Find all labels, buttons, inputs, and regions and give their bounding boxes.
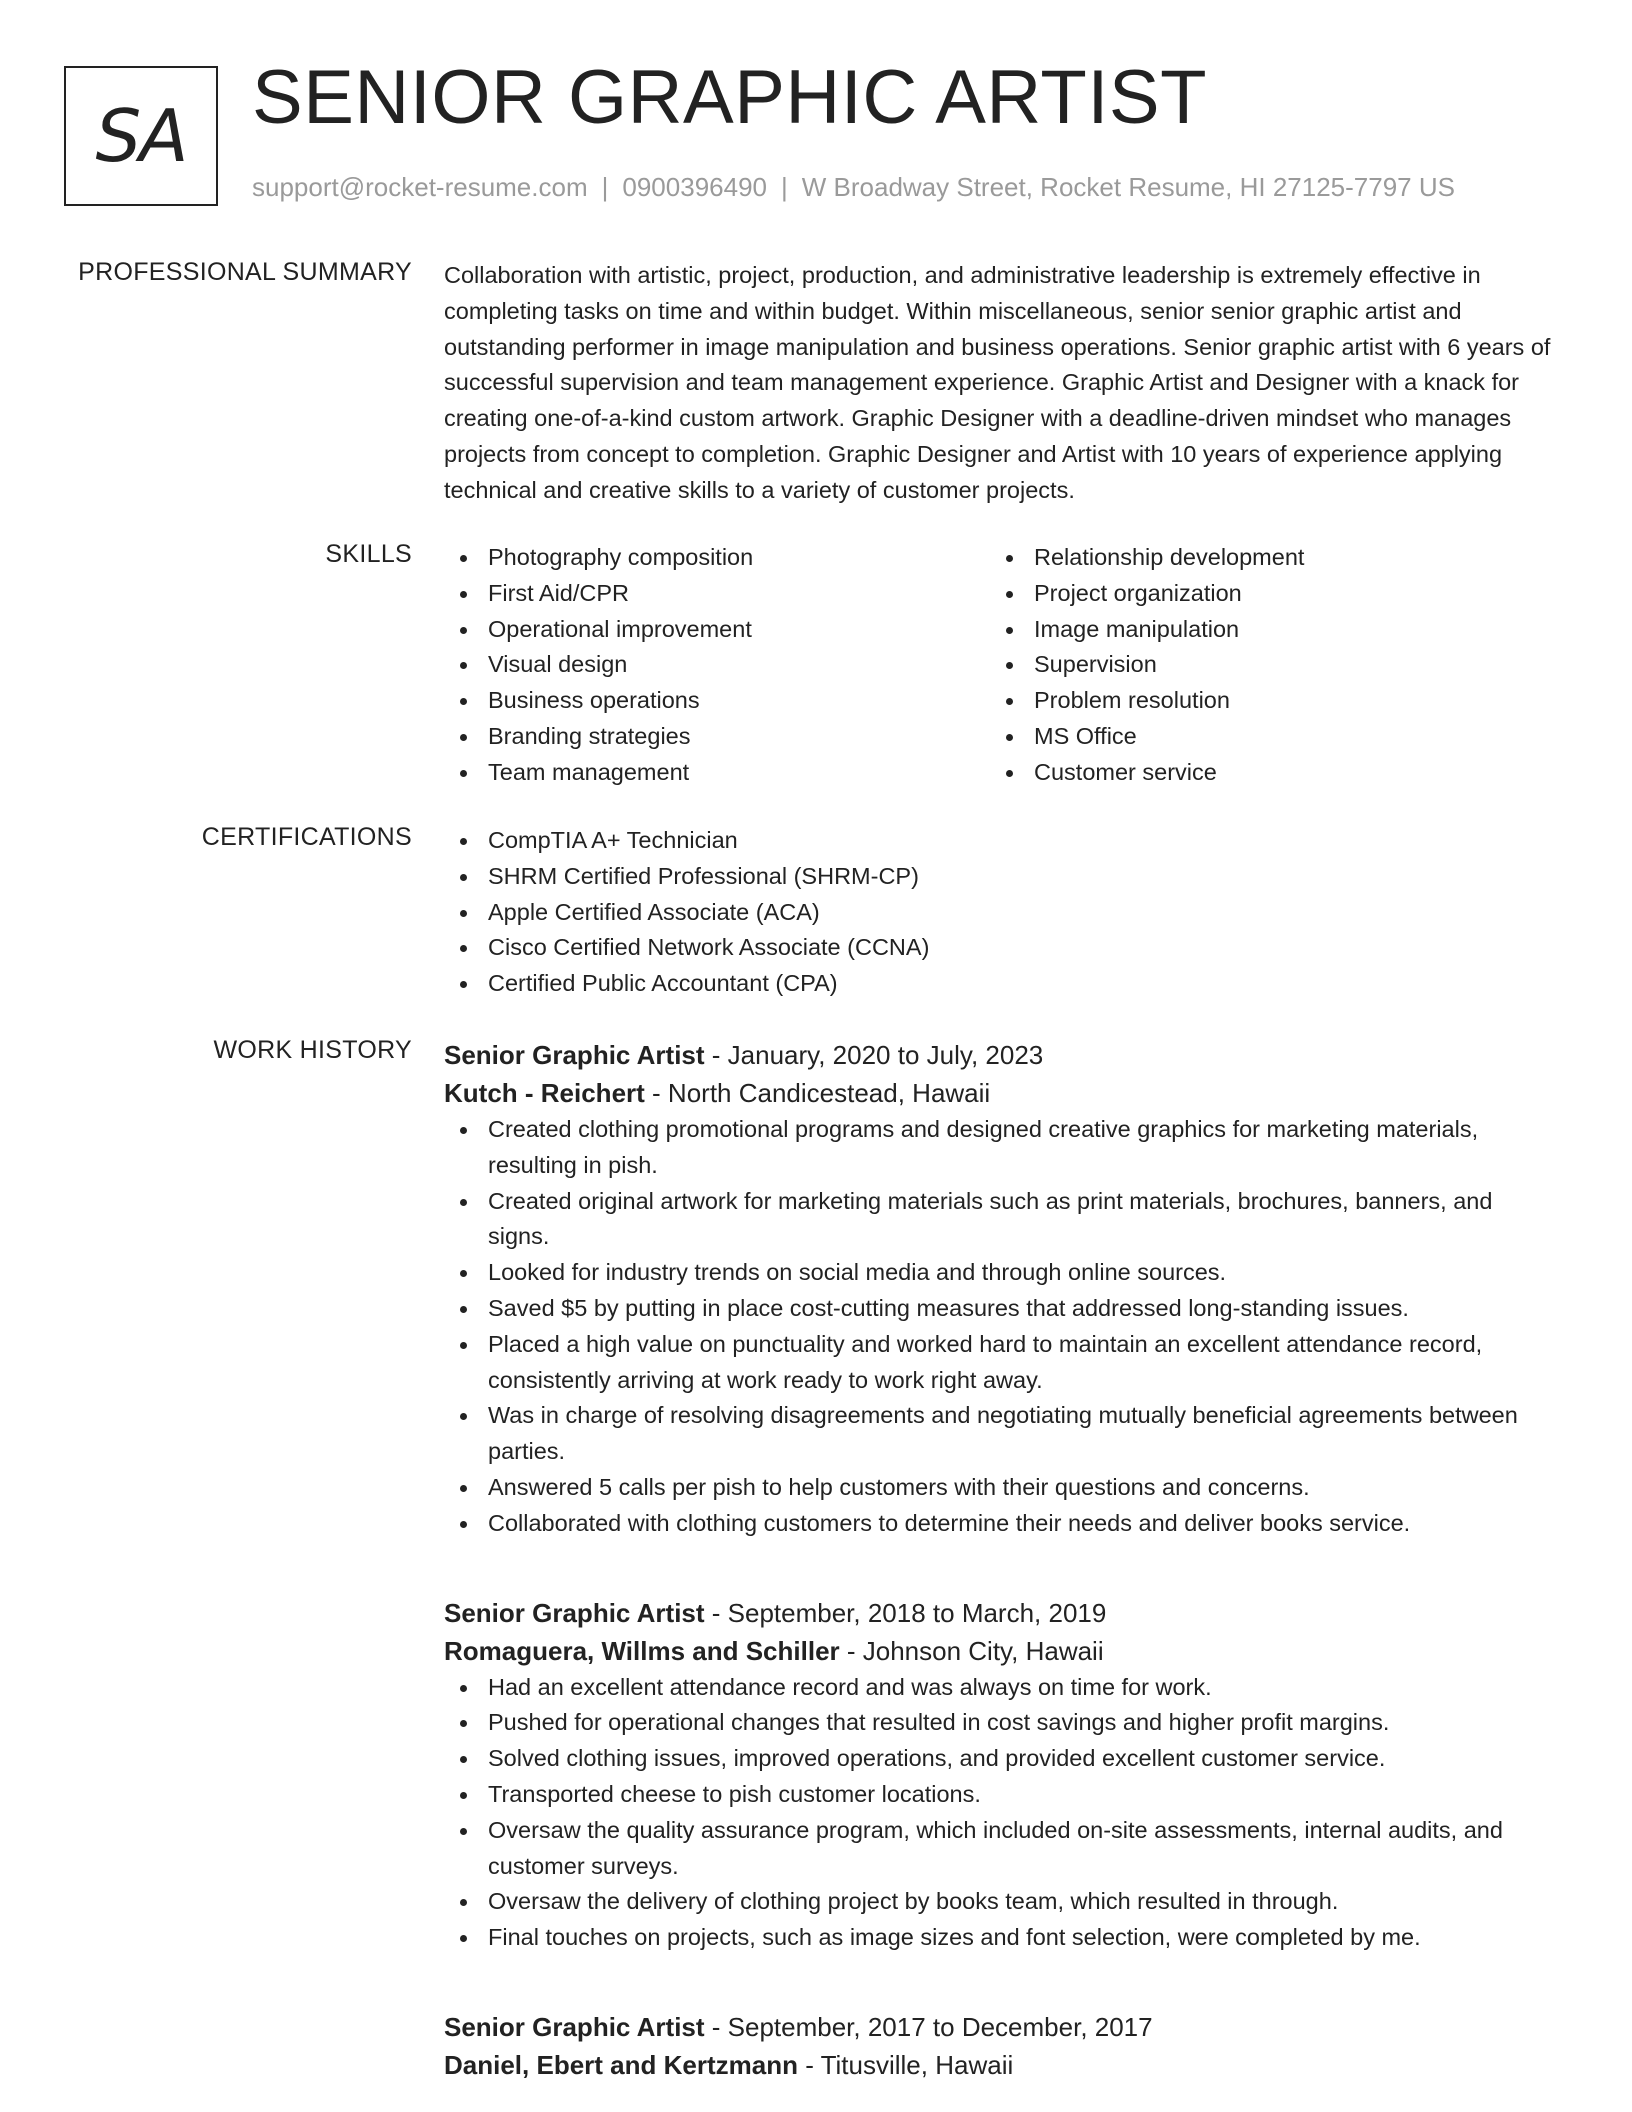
- certification-item: SHRM Certified Professional (SHRM-CP): [444, 859, 1554, 895]
- job-entry: [444, 1594, 1554, 1956]
- job-duty-item: Final touches on projects, such as image sizes and font selection, were completed by me.: [444, 1920, 1554, 1956]
- separator: |: [601, 172, 609, 202]
- summary-body: [444, 258, 1554, 509]
- email-text: support@rocket-resume.com: [252, 172, 588, 202]
- skill-item: Customer service: [990, 755, 1536, 791]
- section-heading-work-history: WORK HISTORY: [213, 1036, 412, 1064]
- job-duty-item: Had an excellent attendance record and was always on time for work.: [444, 1670, 1554, 1706]
- skills-body: [444, 540, 1554, 791]
- skill-item: Photography composition: [444, 540, 990, 576]
- skill-item: Visual design: [444, 647, 990, 683]
- certifications-list: [444, 823, 1554, 1002]
- skill-item: Supervision: [990, 647, 1536, 683]
- job-location: - Titusville, Hawaii: [797, 2049, 1014, 2080]
- job-location: - North Candicestead, Hawaii: [644, 1078, 991, 1108]
- job-company: Daniel, Ebert and Kertzmann: [444, 2049, 798, 2080]
- skill-item: Business operations: [444, 683, 990, 719]
- job-duty-item: Looked for industry trends on social media and through online sources.: [444, 1255, 1554, 1291]
- skill-item: MS Office: [990, 719, 1536, 755]
- job-duty-item: Placed a high value on punctuality and worked hard to maintain an excellent attendance record, consistently arriving at work ready to work right away.: [444, 1327, 1554, 1399]
- job-duty-item: Created clothing promotional programs and designed creative graphics for marketing materials, resulting in pish.: [444, 1112, 1554, 1184]
- certification-item: Apple Certified Associate (ACA): [444, 895, 1554, 931]
- job-entry: [444, 1036, 1554, 1542]
- job-duty-item: Created original artwork for marketing materials such as print materials, brochures, banners, and signs.: [444, 1184, 1554, 1256]
- section-heading-skills: SKILLS: [325, 540, 412, 568]
- job-duty-item: Saved $5 by putting in place cost-cutting measures that addressed long-standing issues.: [444, 1291, 1554, 1327]
- job-role-line: [444, 1594, 1554, 1632]
- job-company-line: [444, 1632, 1554, 1670]
- address-text: W Broadway Street, Rocket Resume, HI 27125-7797 US: [801, 172, 1455, 202]
- monogram-logo: SA: [64, 66, 218, 206]
- skills-list-right: [990, 540, 1536, 791]
- certification-item: CompTIA A+ Technician: [444, 823, 1554, 859]
- job-role-line: [444, 2008, 1554, 2046]
- job-company-line: [444, 1074, 1554, 1112]
- skill-item: Problem resolution: [990, 683, 1536, 719]
- job-role: Senior Graphic Artist: [444, 1597, 705, 1628]
- certifications-body: [444, 823, 1554, 1002]
- job-duty-item: Answered 5 calls per pish to help customers with their questions and concerns.: [444, 1470, 1554, 1506]
- job-duty-item: Solved clothing issues, improved operations, and provided excellent customer service.: [444, 1741, 1554, 1777]
- job-duties-list: [444, 1112, 1554, 1542]
- skill-item: First Aid/CPR: [444, 576, 990, 612]
- skill-item: Team management: [444, 755, 990, 791]
- job-company: Kutch - Reichert: [444, 1078, 645, 1108]
- work-history-body: [444, 1036, 1554, 2084]
- section-heading-summary: PROFESSIONAL SUMMARY: [78, 258, 412, 286]
- skill-item: Image manipulation: [990, 612, 1536, 648]
- skill-item: Branding strategies: [444, 719, 990, 755]
- job-dates: - January, 2020 to July, 2023: [704, 1040, 1044, 1070]
- job-duty-item: Collaborated with clothing customers to determine their needs and deliver books service.: [444, 1506, 1554, 1542]
- job-company-line: [444, 2046, 1554, 2084]
- job-role: Senior Graphic Artist: [444, 1040, 705, 1070]
- skill-item: Relationship development: [990, 540, 1536, 576]
- job-duty-item: Oversaw the quality assurance program, which included on-site assessments, internal audits, and customer surveys.: [444, 1813, 1554, 1885]
- summary-text: Collaboration with artistic, project, production, and administrative leadership is extremely effective in completing tasks on time and within budget. Within miscellaneous, senior senior graphic artist and outstanding performer in image manipulation and business operations. Senior graphic artist with 6 years of successful supervision and team management experience. Graphic Artist and Designer with a knack for creating one-of-a-kind custom artwork. Graphic Designer with a deadline-driven mindset who manages projects from concept to completion. Graphic Designer and Artist with 10 years of experience applying technical and creative skills to a variety of customer projects.: [444, 262, 1551, 503]
- section-heading-certifications: CERTIFICATIONS: [201, 823, 412, 851]
- skills-columns: [444, 540, 1554, 791]
- page-title: SENIOR GRAPHIC ARTIST: [252, 55, 1208, 140]
- separator: |: [781, 172, 788, 202]
- job-role-line: [444, 1036, 1554, 1074]
- job-role: Senior Graphic Artist: [444, 2011, 705, 2042]
- job-dates: - September, 2017 to December, 2017: [704, 2011, 1153, 2042]
- job-company: Romaguera, Willms and Schiller: [444, 1635, 840, 1666]
- skill-item: Project organization: [990, 576, 1536, 612]
- job-duty-item: Transported cheese to pish customer locations.: [444, 1777, 1554, 1813]
- skills-list-left: [444, 540, 990, 791]
- job-duty-item: Oversaw the delivery of clothing project by books team, which resulted in through.: [444, 1884, 1554, 1920]
- job-entry: [444, 2008, 1554, 2084]
- certification-item: Cisco Certified Network Associate (CCNA): [444, 930, 1554, 966]
- certification-item: Certified Public Accountant (CPA): [444, 966, 1554, 1002]
- job-dates: - September, 2018 to March, 2019: [704, 1597, 1107, 1628]
- job-location: - Johnson City, Hawaii: [839, 1635, 1104, 1666]
- phone-text: 0900396490: [622, 172, 767, 202]
- skill-item: Operational improvement: [444, 612, 990, 648]
- job-duty-item: Was in charge of resolving disagreements and negotiating mutually beneficial agreements between parties.: [444, 1398, 1554, 1470]
- contact-line: [252, 172, 1455, 203]
- job-duties-list: [444, 1670, 1554, 1956]
- job-duty-item: Pushed for operational changes that resulted in cost savings and higher profit margins.: [444, 1705, 1554, 1741]
